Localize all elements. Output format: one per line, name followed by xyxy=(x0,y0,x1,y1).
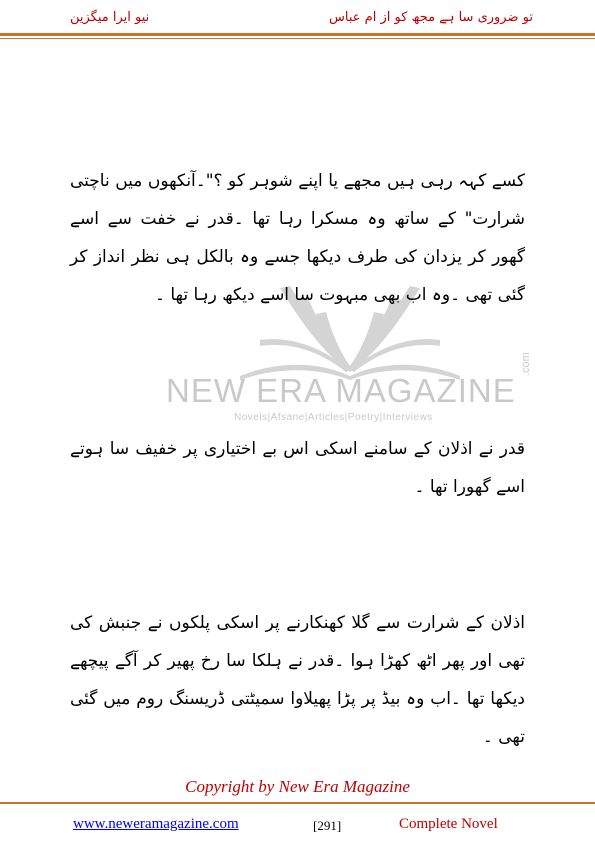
complete-novel-label: Complete Novel xyxy=(399,816,498,832)
page-number: [291] xyxy=(313,818,342,833)
copyright-notice: Copyright by New Era Magazine xyxy=(185,777,410,796)
watermark-subtext: Novels|Afsane|Articles|Poetry|Interviews xyxy=(234,412,433,423)
website-link[interactable]: www.neweramagazine.com xyxy=(73,816,239,832)
novel-title: تو ضروری سا ہے مجھ کو از ام عباس xyxy=(329,10,533,25)
header-rule-thin xyxy=(0,38,595,39)
paragraph: قدر نے اذلان کے سامنے اسکی اس بے اختیاری پر خفیف سا ہوتے اسے گھورا تھا ۔ xyxy=(70,439,525,497)
watermark-text: NEW ERA MAGAZINE xyxy=(166,372,516,409)
paragraph: کسے کہہ رہی ہیں مجھے یا اپنے شوہر کو ؟"۔آنکھوں میں ناچتی شرارت" کے ساتھ وہ مسکرا رہا تھا ۔قدر نے خفت سے اسے گھور کر یزدان کی طرف دیکھا جسے وہ بالکل ہی نظر انداز کر گئی تھی ۔وہ اب بھی مبہوت سا اسے دیکھ رہا تھا ۔ xyxy=(70,171,525,305)
page-header xyxy=(0,0,595,40)
watermark-suffix: .com xyxy=(520,352,532,376)
header-rule-thick xyxy=(0,33,595,36)
magazine-name: نیو ایرا میگزین xyxy=(70,10,150,25)
footer-rule xyxy=(0,802,595,804)
paragraph: اذلان کے شرارت سے گلا کھنکارنے پر اسکی پلکوں نے جنبش کی تھی اور پھر اٹھ کھڑا ہوا ۔قدر نے ہلکا سا رخ پھیر کر آگے پیچھے دیکھا تھا ۔اب وہ بیڈ پر پڑا پھیلاوا سمیٹتی ڈریسنگ روم میں گئی تھی ۔ xyxy=(70,613,525,747)
